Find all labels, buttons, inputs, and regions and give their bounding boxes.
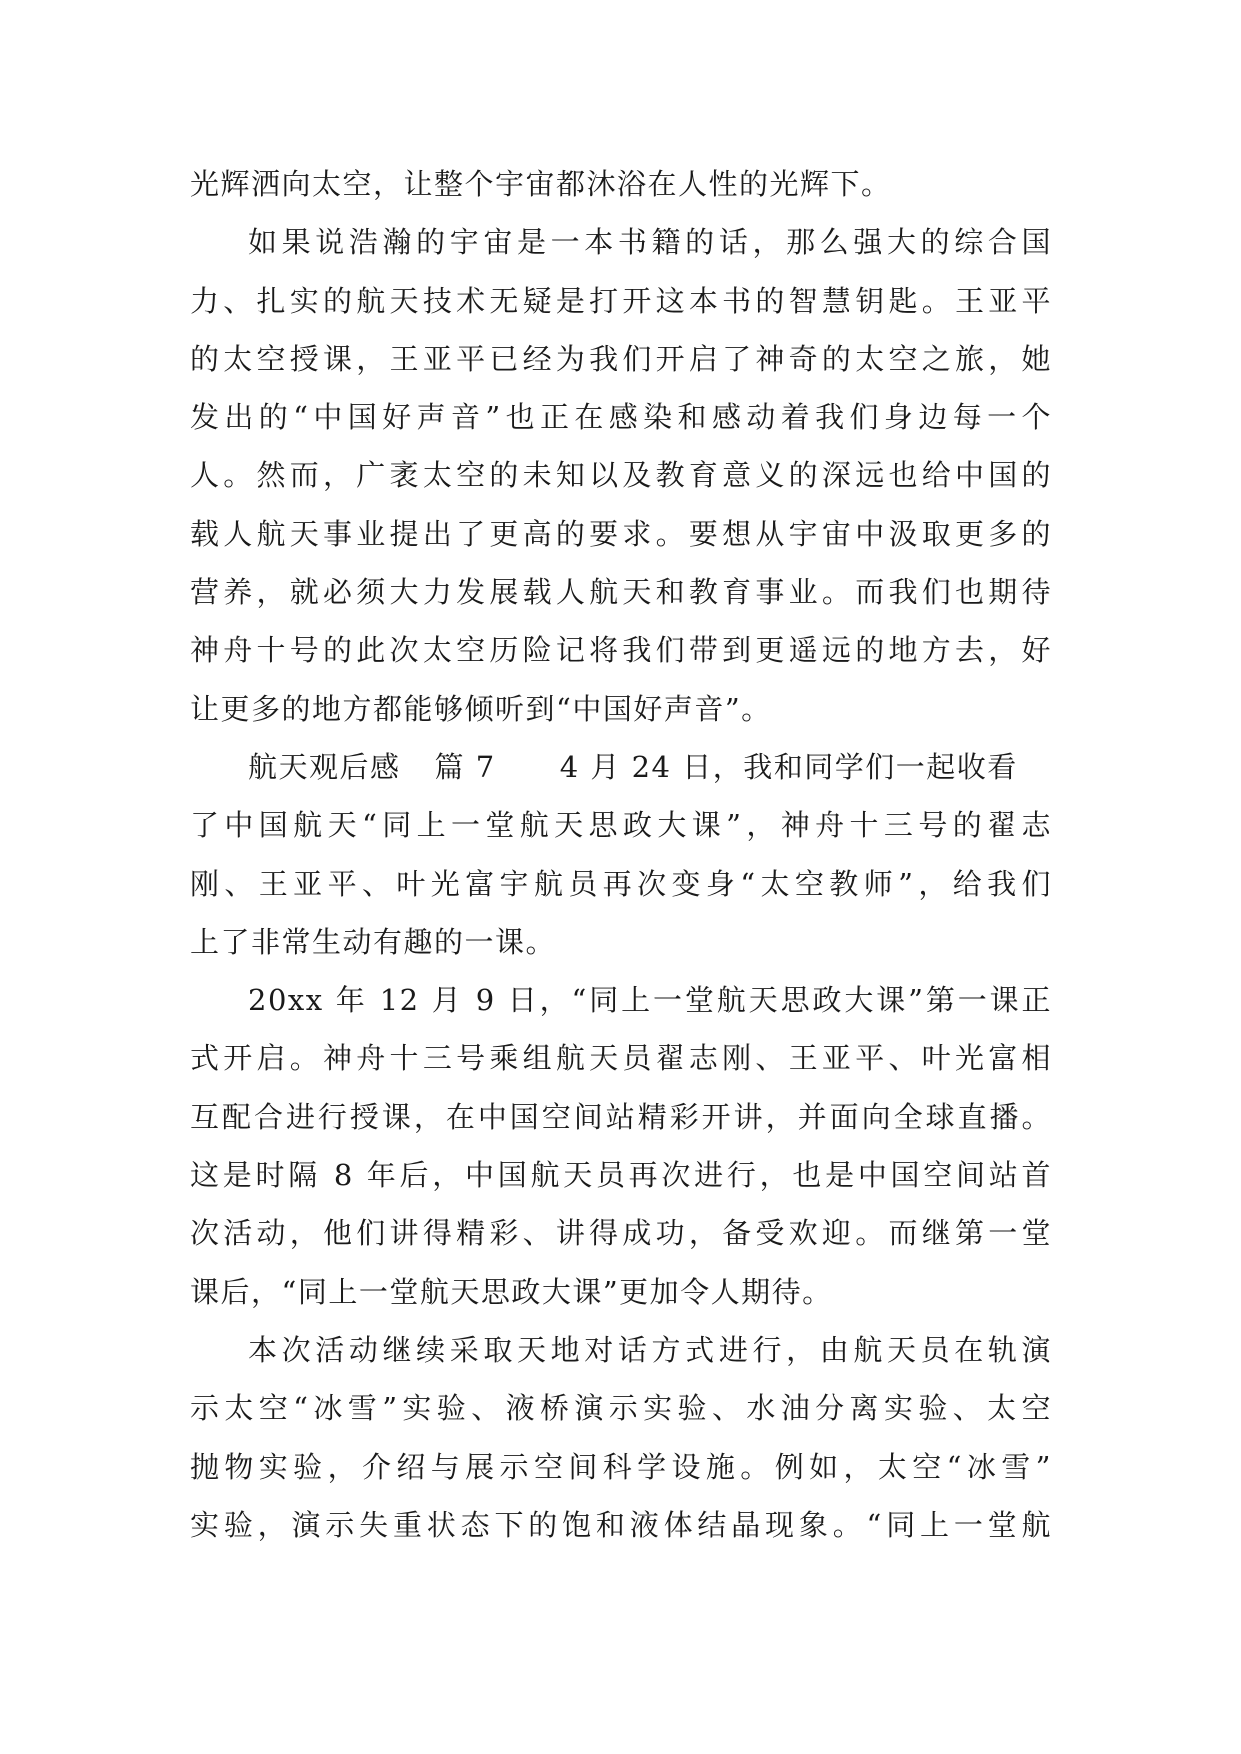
paragraph-4-line-3: 互配合进行授课，在中国空间站精彩开讲，并面向全球直播。	[190, 1099, 1052, 1134]
paragraph-4-line-1: 20xx 年 12 月 9 日，“同上一堂航天思政大课”第一课正	[248, 983, 1052, 1018]
paragraph-1-line-1: 光辉洒向太空，让整个宇宙都沐浴在人性的光辉下。	[190, 167, 892, 201]
paragraph-3-line-2: 刚、王亚平、叶光富宇航员再次变身“太空教师”，给我们	[190, 866, 1052, 901]
paragraph-2-line-5: 人。然而，广袤太空的未知以及教育意义的深远也给中国的	[190, 458, 1052, 493]
paragraph-4-line-2: 式开启。神舟十三号乘组航天员翟志刚、王亚平、叶光富相	[190, 1041, 1052, 1076]
paragraph-5-line-3: 抛物实验，介绍与展示空间科学设施。例如，太空“冰雪”	[190, 1449, 1052, 1484]
paragraph-2-line-8: 神舟十号的此次太空历险记将我们带到更遥远的地方去，好	[190, 633, 1052, 668]
paragraph-5-line-1: 本次活动继续采取天地对话方式进行，由航天员在轨演	[248, 1332, 1052, 1367]
section-lead-text: 4 月 24 日，我和同学们一起收看	[559, 749, 1018, 784]
paragraph-4-line-6: 课后，“同上一堂航天思政大课”更加令人期待。	[190, 1274, 833, 1309]
paragraph-2-line-2: 力、扎实的航天技术无疑是打开这本书的智慧钥匙。王亚平	[190, 283, 1052, 318]
paragraph-2-line-4: 发出的“中国好声音”也正在感染和感动着我们身边每一个	[190, 400, 1052, 435]
section-number: 篇 7	[434, 749, 496, 784]
paragraph-5-line-2: 示太空“冰雪”实验、液桥演示实验、水油分离实验、太空	[190, 1391, 1052, 1426]
paragraph-4-line-5: 次活动，他们讲得精彩、讲得成功，备受欢迎。而继第一堂	[190, 1216, 1052, 1251]
paragraph-3-line-1: 了中国航天“同上一堂航天思政大课”，神舟十三号的翟志	[190, 808, 1052, 843]
section-heading-line	[190, 738, 1052, 796]
paragraph-2-line-9: 让更多的地方都能够倾听到“中国好声音”。	[190, 691, 772, 726]
section-title: 航天观后感	[248, 749, 401, 784]
paragraph-2-line-1: 如果说浩瀚的宇宙是一本书籍的话，那么强大的综合国	[248, 225, 1052, 260]
paragraph-3-line-3: 上了非常生动有趣的一课。	[190, 924, 557, 959]
paragraph-2-line-3: 的太空授课，王亚平已经为我们开启了神奇的太空之旅，她	[190, 341, 1052, 376]
paragraph-2-line-6: 载人航天事业提出了更高的要求。要想从宇宙中汲取更多的	[190, 516, 1052, 551]
paragraph-4-line-4: 这是时隔 8 年后，中国航天员再次进行，也是中国空间站首	[190, 1158, 1052, 1193]
paragraph-2-line-7: 营养，就必须大力发展载人航天和教育事业。而我们也期待	[190, 575, 1052, 610]
document-body	[190, 155, 1052, 1554]
paragraph-5-line-4: 实验，演示失重状态下的饱和液体结晶现象。“同上一堂航	[190, 1507, 1052, 1542]
